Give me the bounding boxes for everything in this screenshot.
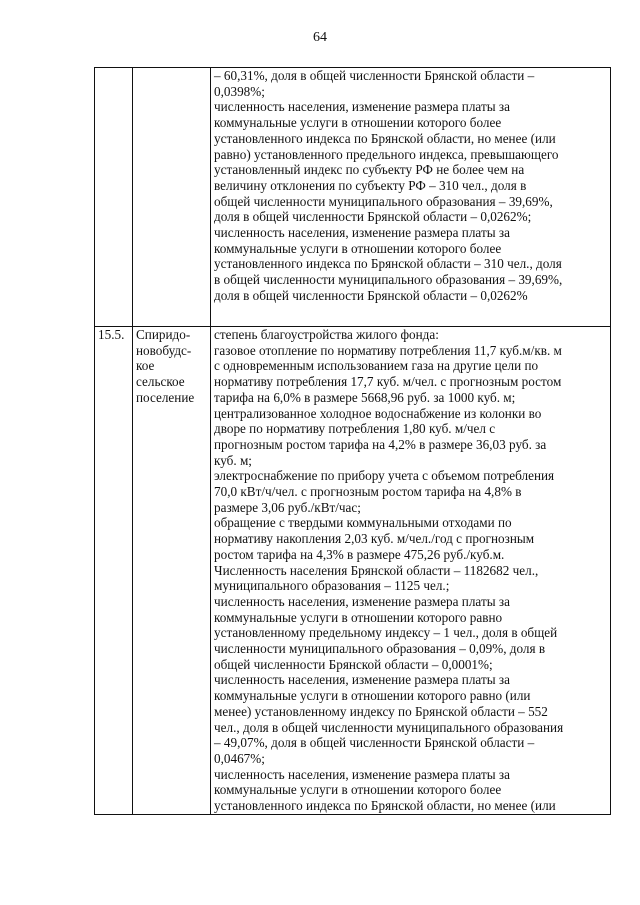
text-line: коммунальные услуги в отношении которого равно (или	[214, 688, 531, 704]
text-line: электроснабжение по прибору учета с объемом потребления	[214, 468, 555, 484]
text-line: Численность населения Брянской области – 1182682 чел.,	[214, 562, 539, 578]
name-line: Спиридо-	[136, 327, 191, 342]
text-line: коммунальные услуги в отношении которого более	[214, 782, 502, 798]
text-line: размере 3,06 руб./кВт/час;	[214, 499, 361, 515]
name-line: сельское	[136, 374, 185, 390]
text-line: численность населения, изменение размера платы за	[214, 99, 510, 115]
text-line: тарифа на 6,0% в размере 5668,96 руб. за 1000 куб. м;	[214, 389, 516, 405]
document-table	[94, 67, 611, 815]
text-line: доля в общей численности Брянской области – 0,0262%	[214, 287, 528, 303]
text-line: газовое отопление по нормативу потребления 11,7 куб.м/кв. м	[214, 342, 562, 358]
text-line: общей численности муниципального образования – 39,69%,	[214, 193, 553, 209]
text-line: общей численности Брянской области – 0,0001%;	[214, 656, 493, 672]
row-text-cell	[211, 327, 611, 815]
row-name-cell	[133, 327, 211, 815]
text-line: коммунальные услуги в отношении которого более	[214, 240, 502, 256]
text-line: нормативу накопления 2,03 куб. м/чел./год с прогнозным	[214, 531, 535, 547]
row-name-cell	[133, 68, 211, 327]
text-line: установленного индекса по Брянской области – 310 чел., доля	[214, 256, 562, 272]
text-line: централизованное холодное водоснабжение из колонки во	[214, 405, 542, 421]
text-line: с одновременным использованием газа на другие цели по	[214, 358, 539, 374]
text-line: численность населения, изменение размера платы за	[214, 766, 510, 782]
text-line: дворе по нормативу потребления 1,80 куб. м/чел с	[214, 421, 496, 437]
text-line: коммунальные услуги в отношении которого равно	[214, 609, 503, 625]
row-text-cell	[211, 68, 611, 327]
page-number: 64	[313, 30, 327, 45]
text-line: доля в общей численности Брянской области – 0,0262%;	[214, 209, 532, 225]
text-line: величину отклонения по субъекту РФ – 310 чел., доля в	[214, 177, 527, 193]
text-line: установленный индекс по субъекту РФ не более чем на	[214, 162, 525, 178]
text-line: установленного индекса по Брянской области, но менее (или	[214, 798, 556, 814]
text-line: численность населения, изменение размера платы за	[214, 593, 510, 609]
text-line: ростом тарифа на 4,3% в размере 475,26 руб./куб.м.	[214, 546, 505, 562]
text-line: обращение с твердыми коммунальными отходами по	[214, 515, 512, 531]
text-line: в общей численности муниципального образования – 39,69%,	[214, 272, 563, 288]
table-row	[95, 327, 611, 815]
text-line: 0,0398%;	[214, 83, 265, 99]
name-line: поселение	[136, 389, 195, 405]
row-number-cell	[95, 68, 133, 327]
text-line: численность населения, изменение размера платы за	[214, 225, 510, 241]
text-line: равно) установленного предельного индекса, превышающего	[214, 146, 559, 162]
text-line: – 49,07%, доля в общей численности Брянской области –	[214, 735, 535, 751]
table-row	[95, 68, 611, 327]
row-number-cell: 15.5.	[95, 327, 133, 815]
text-line: муниципального образования – 1125 чел.;	[214, 578, 450, 594]
text-line: коммунальные услуги в отношении которого более	[214, 115, 502, 131]
name-line: кое	[136, 358, 155, 374]
text-line: куб. м;	[214, 452, 252, 468]
text-line: 70,0 кВт/ч/чел. с прогнозным ростом тарифа на 4,8% в	[214, 484, 522, 500]
text-line: численности муниципального образования – 0,09%, доля в	[214, 641, 546, 657]
text-line: – 60,31%, доля в общей численности Брянской области –	[214, 68, 535, 83]
text-line: прогнозным ростом тарифа на 4,2% в размере 36,03 руб. за	[214, 436, 547, 452]
text-line: менее) установленному индексу по Брянской области – 552	[214, 703, 548, 719]
name-line: новобудс-	[136, 342, 192, 358]
text-line: установленного индекса по Брянской области, но менее (или	[214, 130, 556, 146]
text-line: степень благоустройства жилого фонда:	[214, 327, 439, 342]
text-line: чел., доля в общей численности муниципального образования	[214, 719, 564, 735]
text-line: 0,0467%;	[214, 750, 265, 766]
text-line: нормативу потребления 17,7 куб. м/чел. с прогнозным ростом	[214, 374, 562, 390]
text-line: установленному предельному индексу – 1 чел., доля в общей	[214, 625, 558, 641]
text-line: численность населения, изменение размера платы за	[214, 672, 510, 688]
